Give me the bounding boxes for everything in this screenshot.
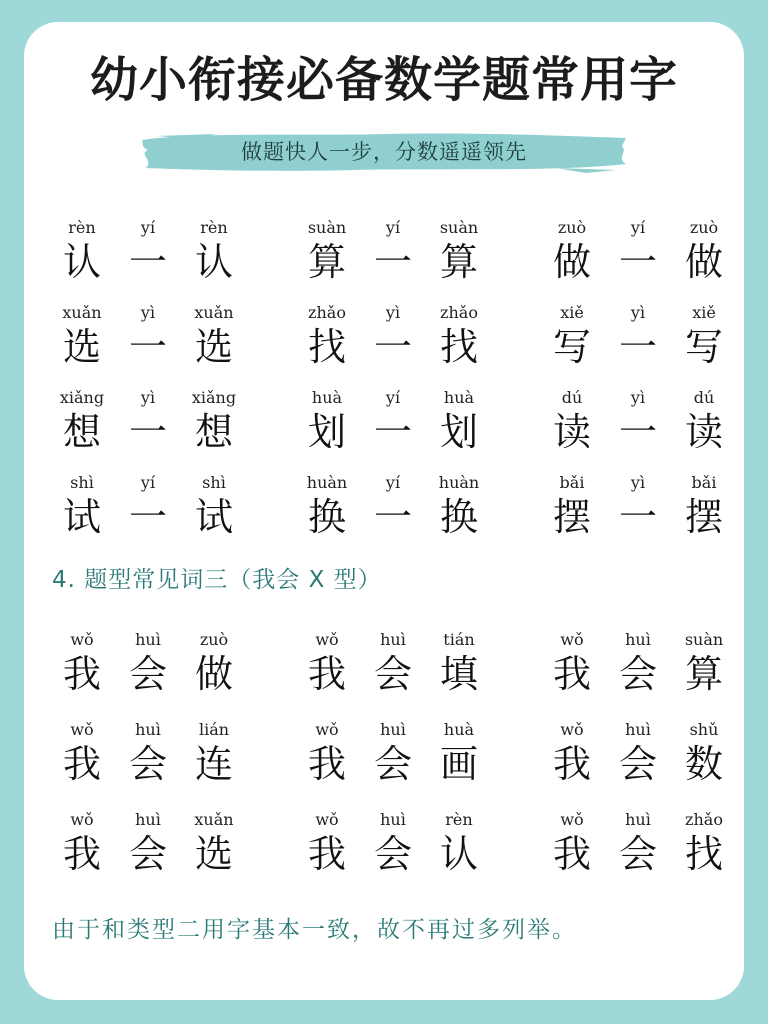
hanzi-character: 写: [552, 325, 591, 369]
pinyin-label: yì: [140, 303, 156, 322]
hanzi-character: 做: [684, 240, 723, 284]
word-cell: [674, 388, 734, 468]
pinyin-label: huà: [311, 388, 343, 407]
word-row: [24, 630, 744, 710]
pinyin-label: huì: [380, 810, 406, 829]
pinyin-label: rèn: [445, 810, 473, 829]
word-cell: [674, 303, 734, 383]
pinyin-label: huì: [625, 630, 651, 649]
pinyin-label: wǒ: [560, 810, 584, 829]
pinyin-label: wǒ: [315, 720, 339, 739]
pinyin-label: dú: [693, 388, 715, 407]
pinyin-label: yì: [630, 473, 646, 492]
pinyin-label: xiǎng: [59, 388, 105, 407]
hanzi-character: 认: [62, 240, 101, 284]
hanzi-character: 摆: [552, 495, 591, 539]
section-4-heading: 4. 题型常见词三（我会 X 型）: [52, 567, 382, 593]
hanzi-character: 我: [307, 832, 346, 876]
word-cell: [429, 473, 489, 553]
hanzi-character: 一: [618, 410, 657, 454]
hanzi-character: 会: [128, 832, 167, 876]
word-cell: [542, 810, 602, 890]
hanzi-character: 想: [62, 410, 101, 454]
word-cell: [297, 218, 357, 298]
word-cell: [608, 810, 668, 890]
word-cell: [542, 388, 602, 468]
word-cell: [52, 303, 112, 383]
pinyin-label: yí: [140, 473, 156, 492]
hanzi-character: 会: [128, 652, 167, 696]
hanzi-character: 会: [618, 652, 657, 696]
hanzi-character: 一: [128, 325, 167, 369]
hanzi-character: 算: [439, 240, 478, 284]
word-cell: [608, 630, 668, 710]
hanzi-character: 一: [373, 240, 412, 284]
hanzi-character: 会: [618, 832, 657, 876]
word-cell: [542, 720, 602, 800]
word-cell: [297, 810, 357, 890]
pinyin-label: zuò: [199, 630, 229, 649]
hanzi-character: 算: [307, 240, 346, 284]
pinyin-label: xiǎng: [191, 388, 237, 407]
pinyin-label: yí: [140, 218, 156, 237]
hanzi-character: 一: [618, 325, 657, 369]
word-row: [24, 720, 744, 800]
pinyin-label: huà: [443, 720, 475, 739]
word-cell: [542, 303, 602, 383]
hanzi-character: 会: [618, 742, 657, 786]
hanzi-character: 画: [439, 742, 478, 786]
word-cell: [184, 473, 244, 553]
word-cell: [608, 473, 668, 553]
word-cell: [674, 720, 734, 800]
pinyin-label: yì: [630, 303, 646, 322]
word-cell: [674, 473, 734, 553]
pinyin-label: wǒ: [560, 720, 584, 739]
word-cell: [52, 473, 112, 553]
word-cell: [184, 303, 244, 383]
pinyin-label: zhǎo: [440, 303, 478, 322]
hanzi-character: 一: [618, 240, 657, 284]
content-card: [24, 22, 744, 1000]
pinyin-label: suàn: [439, 218, 479, 237]
word-cell: [429, 810, 489, 890]
hanzi-character: 算: [684, 652, 723, 696]
pinyin-label: xiě: [692, 303, 716, 322]
pinyin-label: yì: [140, 388, 156, 407]
hanzi-character: 我: [552, 832, 591, 876]
word-cell: [118, 473, 178, 553]
pinyin-label: huì: [380, 720, 406, 739]
word-row: [24, 218, 744, 298]
pinyin-label: lián: [198, 720, 230, 739]
word-cell: [118, 218, 178, 298]
word-cell: [363, 218, 423, 298]
pinyin-label: yí: [385, 218, 401, 237]
hanzi-character: 选: [62, 325, 101, 369]
pinyin-label: shì: [70, 473, 94, 492]
hanzi-character: 我: [552, 652, 591, 696]
hanzi-character: 一: [373, 495, 412, 539]
pinyin-label: rèn: [68, 218, 96, 237]
hanzi-character: 我: [552, 742, 591, 786]
pinyin-label: huì: [625, 720, 651, 739]
word-cell: [184, 720, 244, 800]
pinyin-label: bǎi: [691, 473, 717, 492]
word-cell: [429, 388, 489, 468]
pinyin-label: wǒ: [315, 630, 339, 649]
word-cell: [118, 720, 178, 800]
hanzi-character: 换: [439, 495, 478, 539]
hanzi-character: 认: [439, 832, 478, 876]
pinyin-label: bǎi: [559, 473, 585, 492]
pinyin-label: tián: [443, 630, 475, 649]
word-cell: [608, 303, 668, 383]
word-cell: [52, 388, 112, 468]
hanzi-character: 试: [194, 495, 233, 539]
hanzi-character: 摆: [684, 495, 723, 539]
pinyin-label: xuǎn: [194, 810, 234, 829]
word-cell: [297, 720, 357, 800]
pinyin-label: rèn: [200, 218, 228, 237]
hanzi-character: 我: [62, 742, 101, 786]
hanzi-character: 写: [684, 325, 723, 369]
word-cell: [542, 473, 602, 553]
word-cell: [297, 630, 357, 710]
pinyin-label: zuò: [557, 218, 587, 237]
hanzi-character: 数: [684, 742, 723, 786]
word-cell: [608, 388, 668, 468]
hanzi-character: 一: [618, 495, 657, 539]
hanzi-character: 做: [552, 240, 591, 284]
word-cell: [674, 810, 734, 890]
word-cell: [429, 303, 489, 383]
pinyin-label: xuǎn: [62, 303, 102, 322]
word-cell: [184, 218, 244, 298]
pinyin-label: shì: [202, 473, 226, 492]
pinyin-label: suàn: [307, 218, 347, 237]
hanzi-character: 会: [373, 742, 412, 786]
hanzi-character: 做: [194, 652, 233, 696]
word-cell: [674, 218, 734, 298]
pinyin-label: huì: [135, 810, 161, 829]
word-cell: [429, 218, 489, 298]
word-cell: [184, 810, 244, 890]
pinyin-label: yí: [630, 218, 646, 237]
hanzi-character: 一: [128, 495, 167, 539]
hanzi-character: 划: [307, 410, 346, 454]
hanzi-character: 找: [439, 325, 478, 369]
pinyin-label: huì: [625, 810, 651, 829]
pinyin-label: huì: [135, 630, 161, 649]
hanzi-character: 试: [62, 495, 101, 539]
hanzi-character: 一: [373, 325, 412, 369]
word-cell: [429, 630, 489, 710]
pinyin-label: dú: [561, 388, 583, 407]
word-cell: [608, 720, 668, 800]
pinyin-label: huà: [443, 388, 475, 407]
hanzi-character: 想: [194, 410, 233, 454]
pinyin-label: wǒ: [70, 810, 94, 829]
hanzi-character: 我: [307, 652, 346, 696]
hanzi-character: 会: [128, 742, 167, 786]
pinyin-label: huàn: [306, 473, 348, 492]
hanzi-character: 选: [194, 832, 233, 876]
word-cell: [52, 630, 112, 710]
word-cell: [118, 303, 178, 383]
word-cell: [363, 388, 423, 468]
word-cell: [297, 388, 357, 468]
hanzi-character: 我: [307, 742, 346, 786]
pinyin-label: yí: [385, 388, 401, 407]
pinyin-label: huì: [380, 630, 406, 649]
hanzi-character: 读: [684, 410, 723, 454]
pinyin-label: zuò: [689, 218, 719, 237]
word-cell: [184, 388, 244, 468]
pinyin-label: yì: [385, 303, 401, 322]
word-row: [24, 388, 744, 468]
word-row: [24, 810, 744, 890]
page-title: 幼小衔接必备数学题常用字: [89, 52, 678, 108]
hanzi-character: 我: [62, 832, 101, 876]
word-cell: [118, 810, 178, 890]
word-cell: [674, 630, 734, 710]
word-cell: [363, 720, 423, 800]
pinyin-label: wǒ: [70, 630, 94, 649]
word-cell: [52, 810, 112, 890]
hanzi-character: 一: [128, 410, 167, 454]
word-cell: [363, 630, 423, 710]
subtitle-banner-text: 做题快人一步，分数遥遥领先: [241, 140, 527, 164]
word-cell: [297, 303, 357, 383]
pinyin-label: zhǎo: [308, 303, 346, 322]
word-row: [24, 473, 744, 553]
word-cell: [52, 720, 112, 800]
pinyin-label: xiě: [560, 303, 584, 322]
hanzi-character: 选: [194, 325, 233, 369]
hanzi-character: 找: [307, 325, 346, 369]
word-cell: [297, 473, 357, 553]
word-cell: [118, 630, 178, 710]
word-cell: [363, 303, 423, 383]
word-cell: [52, 218, 112, 298]
footer-note: 由于和类型二用字基本一致，故不再过多列举。: [52, 917, 577, 943]
pinyin-label: yí: [385, 473, 401, 492]
pinyin-label: suàn: [684, 630, 724, 649]
pinyin-label: wǒ: [315, 810, 339, 829]
word-cell: [608, 218, 668, 298]
hanzi-character: 连: [194, 742, 233, 786]
hanzi-character: 会: [373, 832, 412, 876]
hanzi-character: 一: [373, 410, 412, 454]
word-cell: [363, 810, 423, 890]
pinyin-label: xuǎn: [194, 303, 234, 322]
word-row: [24, 303, 744, 383]
hanzi-character: 会: [373, 652, 412, 696]
word-cell: [184, 630, 244, 710]
pinyin-label: huàn: [438, 473, 480, 492]
hanzi-character: 换: [307, 495, 346, 539]
word-cell: [118, 388, 178, 468]
pinyin-label: yì: [630, 388, 646, 407]
pinyin-label: shǔ: [689, 720, 719, 739]
pinyin-label: huì: [135, 720, 161, 739]
hanzi-character: 我: [62, 652, 101, 696]
hanzi-character: 找: [684, 832, 723, 876]
word-cell: [363, 473, 423, 553]
word-cell: [429, 720, 489, 800]
hanzi-character: 一: [128, 240, 167, 284]
pinyin-label: wǒ: [70, 720, 94, 739]
hanzi-character: 读: [552, 410, 591, 454]
pinyin-label: zhǎo: [685, 810, 723, 829]
word-cell: [542, 630, 602, 710]
hanzi-character: 认: [194, 240, 233, 284]
hanzi-character: 划: [439, 410, 478, 454]
word-cell: [542, 218, 602, 298]
hanzi-character: 填: [439, 652, 478, 696]
pinyin-label: wǒ: [560, 630, 584, 649]
